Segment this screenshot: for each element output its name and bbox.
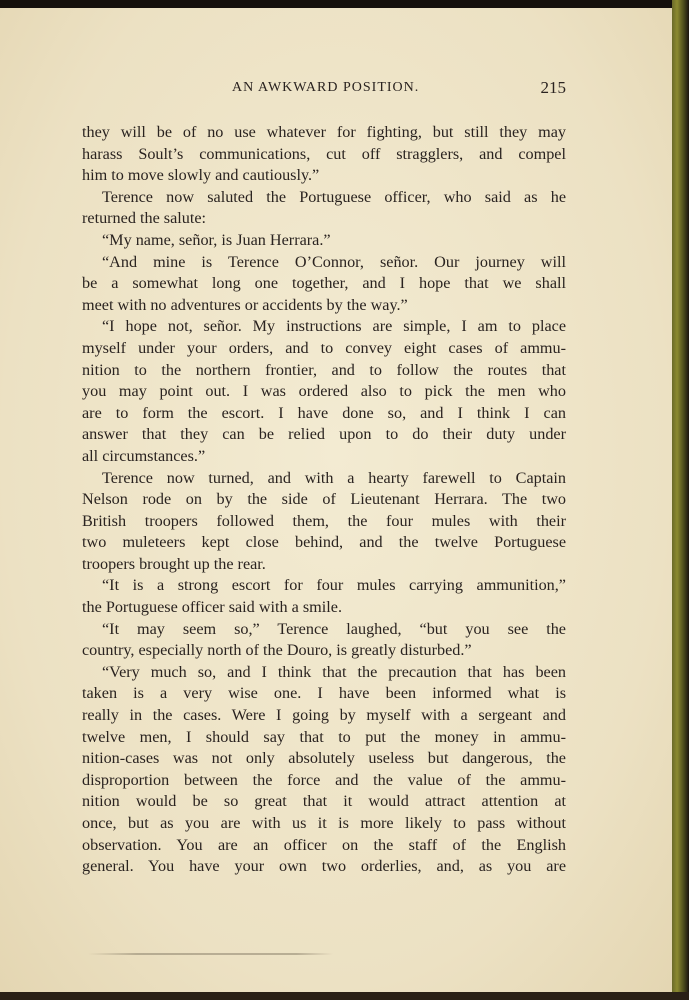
book-fore-edge (672, 0, 689, 1000)
page-bottom-edge (0, 992, 689, 1000)
text-line: myself under your orders, and to convey eight cases of ammu- (82, 338, 566, 357)
text-line: answer that they can be relied upon to do their duty under (82, 425, 566, 444)
text-line: be a somewhat long one together, and I hope that we shall (82, 274, 566, 293)
text-line: disproportion between the force and the value of the ammu- (82, 770, 566, 789)
text-line: Terence now saluted the Portuguese officer, who said as he (102, 187, 566, 206)
running-head: AN AWKWARD POSITION. (232, 80, 420, 95)
text-line: “It may seem so,” Terence laughed, “but you see the (102, 619, 566, 638)
text-line: “It is a strong escort for four mules carrying ammunition,” (102, 576, 566, 595)
page-number: 215 (540, 78, 566, 97)
text-line: him to move slowly and cautiously.” (82, 166, 320, 185)
text-line: “And mine is Terence O’Connor, señor. Our journey will (102, 252, 566, 271)
text-line: two muleteers kept close behind, and the twelve Portuguese (82, 533, 566, 552)
text-line: nition would be so great that it would attract attention at (82, 792, 566, 811)
text-line: are to form the escort. I have done so, and I think I can (82, 403, 566, 422)
text-line: “Very much so, and I think that the precaution that has been (102, 662, 566, 681)
text-line: you may point out. I was ordered also to pick the men who (82, 382, 566, 401)
text-line: harass Soult’s communications, cut off stragglers, and compel (82, 144, 566, 163)
text-line: really in the cases. Were I going by myself with a sergeant and (82, 706, 566, 725)
book-page (0, 8, 672, 992)
text-line: nition-cases was not only absolutely useless but dangerous, the (82, 749, 566, 768)
text-line: taken is a very wise one. I have been informed what is (82, 684, 566, 703)
text-line: “I hope not, señor. My instructions are simple, I am to place (102, 317, 566, 336)
text-line: returned the salute: (82, 209, 207, 228)
text-line: Terence now turned, and with a hearty farewell to Captain (102, 468, 566, 487)
page-top-edge (0, 0, 689, 8)
text-line: the Portuguese officer said with a smile. (82, 598, 342, 617)
text-line: meet with no adventures or accidents by the way.” (82, 295, 408, 314)
text-line: once, but as you are with us it is more likely to pass without (82, 814, 566, 832)
text-line: Nelson rode on by the side of Lieutenant Herrara. The two (82, 490, 566, 509)
page-header (82, 80, 566, 100)
body-text (82, 122, 566, 878)
text-line: troopers brought up the rear. (82, 554, 266, 573)
text-line: observation. You are an officer on the staff of the English (82, 835, 566, 854)
text-line: nition to the northern frontier, and to follow the routes that (82, 360, 566, 379)
text-line: British troopers followed them, the four mules with their (82, 511, 566, 530)
text-line: they will be of no use whatever for fighting, but still they may (82, 123, 566, 141)
text-line: all circumstances.” (82, 446, 206, 465)
text-line: general. You have your own two orderlies, and, as you are (82, 857, 566, 876)
text-line: country, especially north of the Douro, is greatly disturbed.” (82, 641, 472, 660)
text-line: “My name, señor, is Juan Herrara.” (102, 230, 331, 249)
text-line: twelve men, I should say that to put the money in ammu- (82, 727, 566, 746)
page-smudge-mark (88, 953, 333, 955)
